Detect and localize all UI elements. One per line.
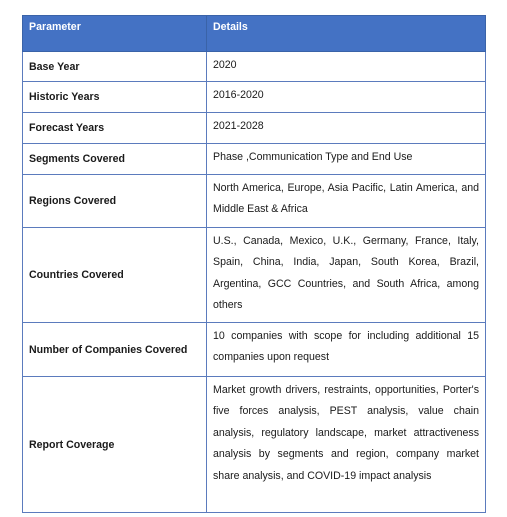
header-details: Details xyxy=(207,16,486,52)
table-row xyxy=(23,144,486,175)
row-details-report-coverage: Market growth drivers, restraints, opportunities, Porter's five forces analysis, PEST analysis, value chain analysis, regulatory landscape, market attractiveness analysis by segments and region, company market share analysis, and COVID-19 impact analysis xyxy=(207,377,486,513)
table-row xyxy=(23,113,486,144)
table-row xyxy=(23,175,486,228)
header-parameter: Parameter xyxy=(23,16,207,52)
row-details-base-year: 2020 xyxy=(207,52,486,82)
row-parameter-base-year: Base Year xyxy=(23,52,207,82)
row-details-countries: U.S., Canada, Mexico, U.K., Germany, France, Italy, Spain, China, India, Japan, South Korea, Brazil, Argentina, GCC Countries, and South Africa, among others xyxy=(207,228,486,323)
row-parameter-segments: Segments Covered xyxy=(23,144,207,175)
row-parameter-historic-years: Historic Years xyxy=(23,82,207,113)
row-parameter-companies: Number of Companies Covered xyxy=(23,323,207,377)
row-parameter-countries: Countries Covered xyxy=(23,228,207,323)
row-parameter-regions: Regions Covered xyxy=(23,175,207,228)
report-spec-table xyxy=(22,15,486,513)
table-header-row xyxy=(23,16,486,52)
table-row xyxy=(23,228,486,323)
row-parameter-forecast-years: Forecast Years xyxy=(23,113,207,144)
row-details-companies: 10 companies with scope for including additional 15 companies upon request xyxy=(207,323,486,377)
table-row xyxy=(23,323,486,377)
table-row xyxy=(23,377,486,513)
row-parameter-report-coverage: Report Coverage xyxy=(23,377,207,513)
row-details-regions: North America, Europe, Asia Pacific, Latin America, and Middle East & Africa xyxy=(207,175,486,228)
row-details-forecast-years: 2021-2028 xyxy=(207,113,486,144)
row-details-segments: Phase ,Communication Type and End Use xyxy=(207,144,486,175)
table-row xyxy=(23,52,486,82)
row-details-historic-years: 2016-2020 xyxy=(207,82,486,113)
table-row xyxy=(23,82,486,113)
